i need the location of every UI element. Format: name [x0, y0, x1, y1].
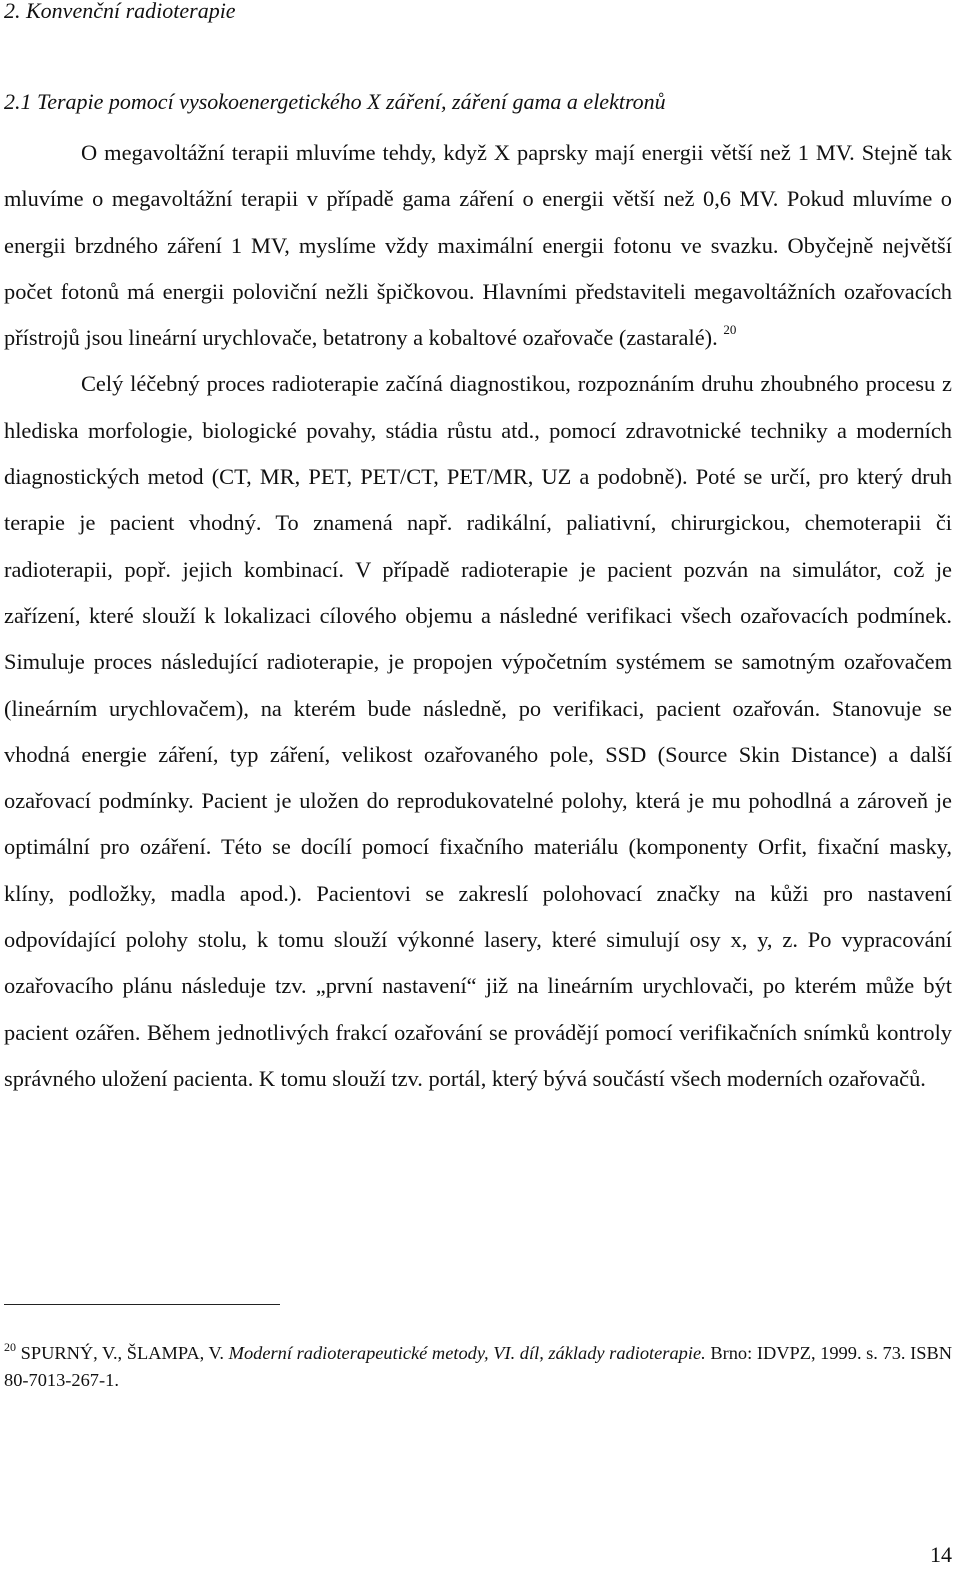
footnote-separator: [4, 1304, 280, 1305]
footnote: [4, 1340, 952, 1394]
page-number: 14: [930, 1542, 952, 1567]
footnote-number: 20: [4, 1340, 16, 1354]
section-title: 2.1 Terapie pomocí vysokoenergetického X záření, záření gama a elektronů: [4, 89, 666, 114]
footnote-authors: SPURNÝ, V., ŠLAMPA, V.: [20, 1343, 225, 1363]
footnote-publisher: Brno: IDVPZ, 1999. s. 73. ISBN 80-7013-267-1.: [4, 1343, 952, 1390]
footnote-title: Moderní radioterapeutické metody, VI. díl, základy radioterapie.: [228, 1343, 706, 1363]
footnote-reference[interactable]: 20: [723, 322, 737, 338]
paragraph-2: Celý léčebný proces radioterapie začíná diagnostikou, rozpoznáním druhu zhoubného procesu z hlediska morfologie, biologické povahy, stádia růstu atd., pomocí zdravotnické techniky a moderních diagnostických metod (CT, MR, PET, PET/CT, PET/MR, UZ a podobně). Poté se určí, pro který druh terapie je pacient vhodný. To znamená např. radikální, paliativní, chirurgickou, chemoterapii či radioterapii, popř. jejich kombinací. V případě radioterapie je pacient pozván na simulátor, což je zařízení, které slouží k lokalizaci cílového objemu a následné verifikaci všech ozařovacích podmínek. Simuluje proces následující radioterapie, je propojen výpočetním systémem se samotným ozařovačem (lineárním urychlovačem), na kterém bude následně, po verifikaci, pacient ozařován. Stanovuje se vhodná energie záření, typ záření, velikost ozařovaného pole, SSD (Source Skin Distance) a další ozařovací podmínky. Pacient je uložen do reprodukovatelné polohy, která je mu pohodlná a zároveň je optimální pro ozáření. Této se docílí pomocí fixačního materiálu (komponenty Orfit, fixační masky, klíny, podložky, madla apod.). Pacientovi se zakreslí polohovací značky na kůži pro nastavení odpovídající polohy stolu, k tomu slouží výkonné lasery, které simulují osy x, y, z. Po vypracování ozařovacího plánu následuje tzv. „první nastavení“ již na lineárním urychlovači, po kterém může být pacient ozářen. Během jednotlivých frakcí ozařování se provádějí pomocí verifikačních snímků kontroly správného uložení pacienta. K tomu slouží tzv. portál, který bývá součástí všech moderních ozařovačů.: [4, 371, 952, 1091]
chapter-title: 2. Konvenční radioterapie: [4, 0, 236, 23]
paragraph-1: [4, 130, 952, 361]
paragraph-1-text: O megavoltážní terapii mluvíme tehdy, když X paprsky mají energii větší než 1 MV. Stejně tak mluvíme o megavoltážní terapii v případě gama záření o energii větší než 0,6 MV. Pokud mluvíme o energii brzdného záření 1 MV, myslíme vždy maximální energii fotonu ve svazku. Obyčejně největší počet fotonů má energii poloviční nežli špičkovou. Hlavními představiteli megavoltážních ozařovacích přístrojů jsou lineární urychlovače, betatrony a kobaltové ozařovače (zastaralé).: [4, 140, 952, 351]
body-text: [4, 130, 952, 1102]
